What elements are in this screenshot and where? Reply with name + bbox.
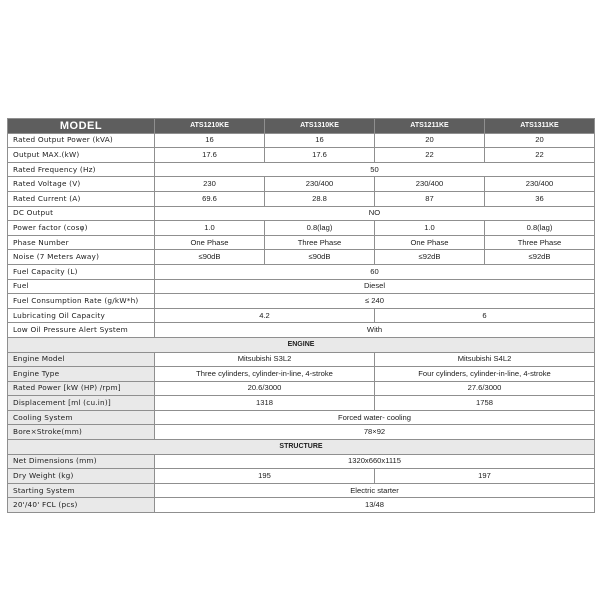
- cell-value: 0.8(lag): [265, 221, 375, 236]
- row-label: Rated Voltage (V): [8, 177, 155, 192]
- cell-value: 4.2: [155, 308, 375, 323]
- cell-value: 78×92: [155, 425, 595, 440]
- row-label: Cooling System: [8, 410, 155, 425]
- cell-value: 36: [485, 191, 595, 206]
- table-row: [8, 162, 595, 177]
- row-label: Rated Output Power (kVA): [8, 133, 155, 148]
- cell-value: One Phase: [375, 235, 485, 250]
- table-row: [8, 396, 595, 411]
- row-label: Dry Weight (kg): [8, 469, 155, 484]
- table-row: [8, 410, 595, 425]
- cell-value: 195: [155, 469, 375, 484]
- cell-value: 27.6/3000: [375, 381, 595, 396]
- cell-value: One Phase: [155, 235, 265, 250]
- cell-value: 69.6: [155, 191, 265, 206]
- cell-value: 1758: [375, 396, 595, 411]
- row-label: Rated Frequency (Hz): [8, 162, 155, 177]
- table-row: [8, 191, 595, 206]
- cell-value: Mitsubishi S4L2: [375, 352, 595, 367]
- row-label: Fuel Capacity (L): [8, 264, 155, 279]
- model-ats1211ke: ATS1211KE: [375, 119, 485, 134]
- cell-value: 16: [155, 133, 265, 148]
- table-row: [8, 308, 595, 323]
- cell-value: 16: [265, 133, 375, 148]
- row-label: Rated Power [kW (HP) /rpm]: [8, 381, 155, 396]
- row-label: Fuel: [8, 279, 155, 294]
- cell-value: Three cylinders, cylinder-in-line, 4-stroke: [155, 367, 375, 382]
- cell-value: 230/400: [485, 177, 595, 192]
- table-row: [8, 323, 595, 338]
- model-ats1311ke: ATS1311KE: [485, 119, 595, 134]
- row-label: 20'/40' FCL (pcs): [8, 498, 155, 513]
- cell-value: 28.8: [265, 191, 375, 206]
- cell-value: Four cylinders, cylinder-in-line, 4-stroke: [375, 367, 595, 382]
- row-label: Noise (7 Meters Away): [8, 250, 155, 265]
- cell-value: 17.6: [265, 148, 375, 163]
- cell-value: 17.6: [155, 148, 265, 163]
- cell-value: 6: [375, 308, 595, 323]
- cell-value: Three Phase: [265, 235, 375, 250]
- cell-value: Three Phase: [485, 235, 595, 250]
- cell-value: ≤92dB: [485, 250, 595, 265]
- model-ats1310ke: ATS1310KE: [265, 119, 375, 134]
- row-label: Bore×Stroke(mm): [8, 425, 155, 440]
- cell-value: 230/400: [375, 177, 485, 192]
- cell-value: 1.0: [155, 221, 265, 236]
- row-label: Lubricating Oil Capacity: [8, 308, 155, 323]
- table-row: [8, 264, 595, 279]
- table-row: [8, 294, 595, 309]
- table-row: [8, 221, 595, 236]
- cell-value: With: [155, 323, 595, 338]
- table-row: [8, 469, 595, 484]
- table-row: [8, 352, 595, 367]
- cell-value: 50: [155, 162, 595, 177]
- model-ats1210ke: ATS1210KE: [155, 119, 265, 134]
- section-title: STRUCTURE: [8, 440, 595, 455]
- table-row: [8, 279, 595, 294]
- table-row: [8, 381, 595, 396]
- cell-value: Electric starter: [155, 483, 595, 498]
- table-row: [8, 177, 595, 192]
- cell-value: ≤90dB: [265, 250, 375, 265]
- cell-value: 20: [485, 133, 595, 148]
- table-row: [8, 367, 595, 382]
- cell-value: Diesel: [155, 279, 595, 294]
- table-row: [8, 206, 595, 221]
- row-label: Low Oil Pressure Alert System: [8, 323, 155, 338]
- table-row: [8, 454, 595, 469]
- table-row: [8, 235, 595, 250]
- row-label: Output MAX.(kW): [8, 148, 155, 163]
- cell-value: Mitsubishi S3L2: [155, 352, 375, 367]
- header-row: [8, 119, 595, 134]
- cell-value: 1320x660x1115: [155, 454, 595, 469]
- row-label: Starting System: [8, 483, 155, 498]
- row-label: Net Dimensions (mm): [8, 454, 155, 469]
- section-header-engine: [8, 337, 595, 352]
- table-row: [8, 483, 595, 498]
- cell-value: ≤ 240: [155, 294, 595, 309]
- row-label: Engine Type: [8, 367, 155, 382]
- row-label: Rated Current (A): [8, 191, 155, 206]
- cell-value: 1.0: [375, 221, 485, 236]
- cell-value: 197: [375, 469, 595, 484]
- row-label: Displacement [ml (cu.in)]: [8, 396, 155, 411]
- row-label: Fuel Consumption Rate (g/kW*h): [8, 294, 155, 309]
- row-label: DC Output: [8, 206, 155, 221]
- cell-value: Forced water- cooling: [155, 410, 595, 425]
- model-header: MODEL: [8, 119, 155, 134]
- row-label: Engine Model: [8, 352, 155, 367]
- row-label: Power factor (cosφ): [8, 221, 155, 236]
- cell-value: NO: [155, 206, 595, 221]
- table-row: [8, 425, 595, 440]
- table-row: [8, 133, 595, 148]
- cell-value: 87: [375, 191, 485, 206]
- section-title: ENGINE: [8, 337, 595, 352]
- cell-value: 20: [375, 133, 485, 148]
- cell-value: 0.8(lag): [485, 221, 595, 236]
- spec-table: [7, 118, 595, 513]
- cell-value: 22: [485, 148, 595, 163]
- cell-value: 20.6/3000: [155, 381, 375, 396]
- table-row: [8, 148, 595, 163]
- table-row: [8, 250, 595, 265]
- cell-value: ≤90dB: [155, 250, 265, 265]
- table-row: [8, 498, 595, 513]
- cell-value: 60: [155, 264, 595, 279]
- cell-value: 230/400: [265, 177, 375, 192]
- cell-value: 1318: [155, 396, 375, 411]
- section-header-structure: [8, 440, 595, 455]
- row-label: Phase Number: [8, 235, 155, 250]
- cell-value: ≤92dB: [375, 250, 485, 265]
- cell-value: 22: [375, 148, 485, 163]
- cell-value: 13/48: [155, 498, 595, 513]
- cell-value: 230: [155, 177, 265, 192]
